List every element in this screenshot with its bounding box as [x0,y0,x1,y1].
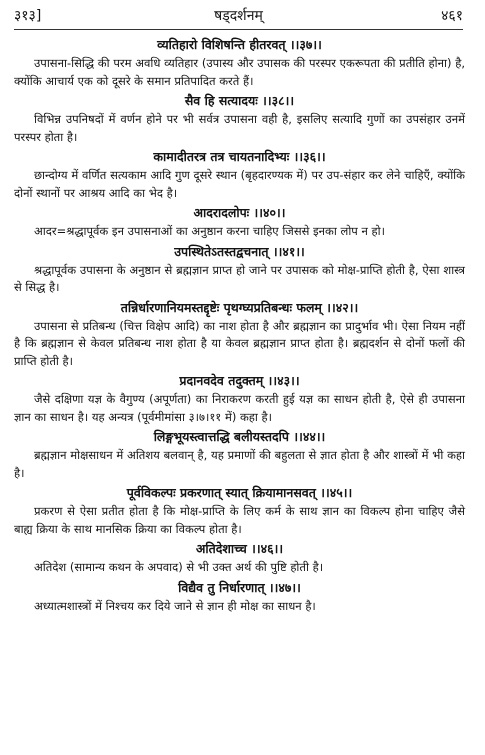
commentary-40: आदर=श्रद्धापूर्वक इन उपासनाओं का अनुष्ठान करना चाहिए जिससे इनका लोप न हो। [34,224,385,238]
page-number-left: ३१३] [14,8,42,24]
commentary-46: अतिदेश (सामान्य कथन के अपवाद) से भी उक्त अर्थ की पुष्टि होती है। [34,560,324,574]
sutra-46: अतिदेशाच्च ।।४६।। [195,541,284,556]
commentary-44: ब्रह्मज्ञान मोक्षसाधन में अतिशय बलवान् है, यह प्रमाणों की बहुलता से ज्ञात होता है और शास्त्रों में भी कहा है। [14,448,465,480]
sutra-37: व्यतिहारो विशिषन्ति हीतरवत् ।।३७।। [157,37,322,52]
commentary-42: उपासना से प्रतिबन्ध (चित्त विक्षेप आदि) का नाश होता है और ब्रह्मज्ञान का प्रादुर्भाव भी। ऐसा नियम नहीं है कि ब्रह्मज्ञान से केवल प्रतिबन्ध नाश होता है या केवल ब्रह्मज्ञान प्राप्त होता है। ब्रह्मदर्शन से दोनों फलों की प्राप्ति होती है। [14,318,465,368]
commentary-39: छान्दोग्य में वर्णित सत्यकाम आदि गुण दूसरे स्थान (बृहदारण्यक में) पर उप-संहार कर लेने चाहिएँ, क्योंकि दोनों स्थानों पर आश्रय आदि का भेद है। [14,168,465,200]
sutra-44: लिङ्गभूयस्त्वात्तद्धि बलीयस्तदपि ।।४४।। [153,429,326,444]
page-body [14,34,465,615]
header-rule [14,29,463,30]
sutra-40: आदरादलोपः ।।४०।। [193,205,286,220]
sutra-45: पूर्वविकल्पः प्रकरणात् स्यात् क्रियामानसवत् ।।४५।। [126,485,353,500]
sutra-38: सैव हि सत्यादयः ।।३८।। [184,93,295,108]
sutra-42: तन्निर्धारणानियमस्तद्दृष्टेः पृथग्घ्यप्रतिबन्धः फलम् ।।४२।। [120,299,359,315]
commentary-47: अध्यात्मशास्त्रों में निश्चय कर दिये जाने से ज्ञान ही मोक्ष का साधन है। [34,598,316,613]
commentary-43: जैसे दक्षिणा यज्ञ के वैगुण्य (अपूर्णता) का निराकरण करती हुई यज्ञ का साधन होती है, ऐसे ही उपासना ज्ञान का साधन है। यह अन्यत्र (पूर्वमीमांसा ३।७।११ में) कहा है। [14,392,465,424]
page-number-right: ४६१ [441,8,463,24]
running-title: षड्दर्शनम् [214,8,263,24]
sutra-41: उपस्थितेऽतस्तद्वचनात् ।।४१।। [174,243,305,259]
sutra-47: विद्यैव तु निर्धारणात् ।।४७।। [178,579,301,595]
sutra-43: प्रदानवदेव तदुक्तम् ।।४३।। [179,373,300,388]
commentary-45: प्रकरण से ऐसा प्रतीत होता है कि मोक्ष-प्राप्ति के लिए कर्म के साथ ज्ञान का विकल्प होना चाहिए जैसे बाह्य क्रिया के साथ मानसिक क्रिया का विकल्प होता है। [14,504,465,536]
commentary-41: श्रद्धापूर्वक उपासना के अनुष्ठान से ब्रह्मज्ञान प्राप्त हो जाने पर उपासक को मोक्ष-प्राप्ति होती है, ऐसा शास्त्र से सिद्ध है। [14,262,465,294]
commentary-38: विभिन्न उपनिषदों में वर्णन होने पर भी सर्वत्र उपासना वही है, इसलिए सत्यादि गुणों का उपसंहार उनमें परस्पर होता है। [14,112,465,144]
running-head [14,6,463,28]
sutra-39: कामादीतरत्र तत्र चायतनादिभ्यः ।।३६।। [153,149,326,164]
commentary-37: उपासना-सिद्धि की परम अवधि व्यतिहार (उपास्य और उपासक की परस्पर एकरूपता की प्रतीति होना) है, क्योंकि आचार्य एक को दूसरे के समान प्रतिपादित करते हैं। [14,56,465,88]
